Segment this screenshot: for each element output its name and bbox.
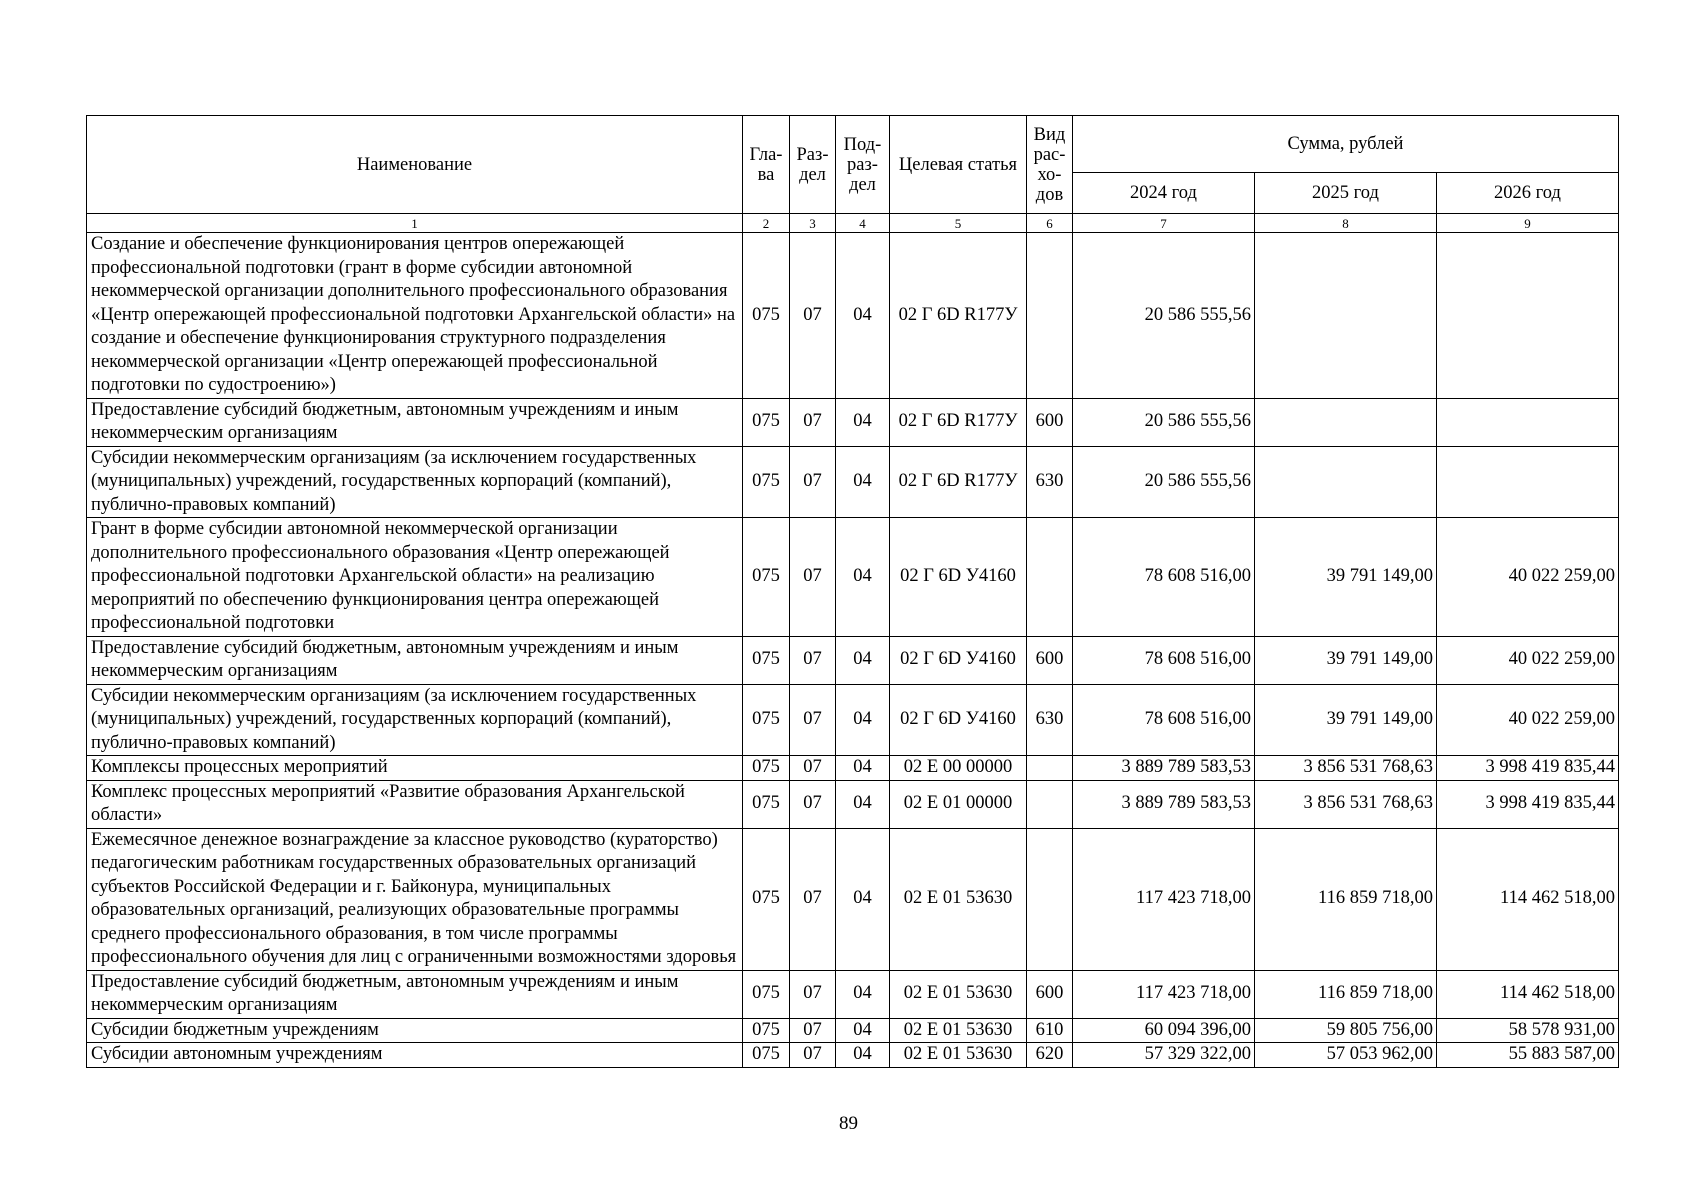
row-sum-2026: 40 022 259,00 — [1437, 636, 1619, 684]
row-sum-2024: 78 608 516,00 — [1073, 684, 1255, 756]
row-target-article: 02 Е 01 00000 — [890, 780, 1027, 828]
row-section: 07 — [790, 398, 836, 446]
row-sum-2026 — [1437, 398, 1619, 446]
row-sum-2025 — [1255, 398, 1437, 446]
header-expense-type: Вид рас-хо-дов — [1027, 116, 1073, 214]
table-row — [87, 780, 1619, 828]
row-sum-2025: 3 856 531 768,63 — [1255, 780, 1437, 828]
row-subsection: 04 — [836, 780, 890, 828]
row-chapter: 075 — [743, 1018, 790, 1043]
row-sum-2025 — [1255, 233, 1437, 399]
row-sum-2024: 117 423 718,00 — [1073, 970, 1255, 1018]
row-subsection: 04 — [836, 756, 890, 781]
table-header — [87, 116, 1619, 233]
row-section: 07 — [790, 1043, 836, 1068]
row-target-article: 02 Е 01 53630 — [890, 1043, 1027, 1068]
table-row — [87, 398, 1619, 446]
row-target-article: 02 Е 00 00000 — [890, 756, 1027, 781]
column-number: 3 — [790, 214, 836, 233]
column-number-row — [87, 214, 1619, 233]
table-row — [87, 970, 1619, 1018]
row-subsection: 04 — [836, 828, 890, 970]
row-name: Предоставление субсидий бюджетным, автономным учреждениям и иным некоммерческим организациям — [87, 398, 743, 446]
row-subsection: 04 — [836, 518, 890, 637]
row-sum-2024: 3 889 789 583,53 — [1073, 780, 1255, 828]
row-section: 07 — [790, 684, 836, 756]
header-subsection: Под-раз-дел — [836, 116, 890, 214]
header-section: Раз-дел — [790, 116, 836, 214]
row-section: 07 — [790, 780, 836, 828]
row-sum-2024: 57 329 322,00 — [1073, 1043, 1255, 1068]
page-number: 89 — [839, 1113, 858, 1134]
row-expense-type: 610 — [1027, 1018, 1073, 1043]
row-expense-type: 620 — [1027, 1043, 1073, 1068]
row-sum-2025: 39 791 149,00 — [1255, 518, 1437, 637]
column-number: 9 — [1437, 214, 1619, 233]
row-section: 07 — [790, 1018, 836, 1043]
row-name: Создание и обеспечение функционирования центров опережающей профессиональной подготовки (грант в форме субсидии автономной некоммерческой организации дополнительного профессионального образования «Центр опережающей профессиональной подготовки Архангельской области» на создание и обеспечение функционирования структурного подразделения некоммерческой организации «Центр опережающей профессиональной подготовки по судостроению») — [87, 233, 743, 399]
row-name: Комплекс процессных мероприятий «Развитие образования Архангельской области» — [87, 780, 743, 828]
table-row — [87, 756, 1619, 781]
row-expense-type: 630 — [1027, 446, 1073, 518]
header-sum: Сумма, рублей — [1073, 116, 1619, 173]
row-expense-type — [1027, 233, 1073, 399]
row-target-article: 02 Г 6D R177У — [890, 446, 1027, 518]
row-name: Грант в форме субсидии автономной некоммерческой организации дополнительного профессионального образования «Центр опережающей профессиональной подготовки Архангельской области» на реализацию мероприятий по обеспечению функционирования центра опережающей профессиональной подготовки — [87, 518, 743, 637]
column-number: 1 — [87, 214, 743, 233]
row-target-article: 02 Г 6D У4160 — [890, 684, 1027, 756]
column-number: 5 — [890, 214, 1027, 233]
row-name: Субсидии некоммерческим организациям (за исключением государственных (муниципальных) учреждений, государственных корпораций (компаний), публично-правовых компаний) — [87, 446, 743, 518]
row-name: Субсидии автономным учреждениям — [87, 1043, 743, 1068]
header-year-2024: 2024 год — [1073, 173, 1255, 214]
row-chapter: 075 — [743, 446, 790, 518]
header-target-article: Целевая статья — [890, 116, 1027, 214]
row-subsection: 04 — [836, 1043, 890, 1068]
row-target-article: 02 Е 01 53630 — [890, 970, 1027, 1018]
row-sum-2025: 39 791 149,00 — [1255, 684, 1437, 756]
table-row — [87, 1043, 1619, 1068]
row-section: 07 — [790, 518, 836, 637]
row-sum-2024: 78 608 516,00 — [1073, 636, 1255, 684]
header-year-2026: 2026 год — [1437, 173, 1619, 214]
row-sum-2026: 55 883 587,00 — [1437, 1043, 1619, 1068]
column-number: 7 — [1073, 214, 1255, 233]
row-target-article: 02 Г 6D R177У — [890, 233, 1027, 399]
row-chapter: 075 — [743, 780, 790, 828]
row-name: Предоставление субсидий бюджетным, автономным учреждениям и иным некоммерческим организациям — [87, 636, 743, 684]
row-subsection: 04 — [836, 446, 890, 518]
row-chapter: 075 — [743, 1043, 790, 1068]
table-row — [87, 828, 1619, 970]
row-sum-2024: 60 094 396,00 — [1073, 1018, 1255, 1043]
row-sum-2025: 116 859 718,00 — [1255, 828, 1437, 970]
row-target-article: 02 Г 6D У4160 — [890, 636, 1027, 684]
row-sum-2026: 3 998 419 835,44 — [1437, 756, 1619, 781]
row-sum-2024: 20 586 555,56 — [1073, 398, 1255, 446]
row-expense-type: 630 — [1027, 684, 1073, 756]
table-body — [87, 233, 1619, 1068]
row-chapter: 075 — [743, 970, 790, 1018]
row-sum-2024: 20 586 555,56 — [1073, 446, 1255, 518]
column-number: 2 — [743, 214, 790, 233]
row-subsection: 04 — [836, 398, 890, 446]
row-name: Комплексы процессных мероприятий — [87, 756, 743, 781]
row-sum-2025: 39 791 149,00 — [1255, 636, 1437, 684]
row-chapter: 075 — [743, 636, 790, 684]
row-section: 07 — [790, 828, 836, 970]
row-name: Субсидии некоммерческим организациям (за исключением государственных (муниципальных) учреждений, государственных корпораций (компаний), публично-правовых компаний) — [87, 684, 743, 756]
row-expense-type: 600 — [1027, 398, 1073, 446]
header-chapter: Гла-ва — [743, 116, 790, 214]
row-sum-2024: 3 889 789 583,53 — [1073, 756, 1255, 781]
row-target-article: 02 Е 01 53630 — [890, 1018, 1027, 1043]
row-sum-2024: 78 608 516,00 — [1073, 518, 1255, 637]
table-row — [87, 233, 1619, 399]
row-subsection: 04 — [836, 233, 890, 399]
row-sum-2026 — [1437, 446, 1619, 518]
row-name: Ежемесячное денежное вознаграждение за классное руководство (кураторство) педагогическим работникам государственных образовательных организаций субъектов Российской Федерации и г. Байконура, муниципальных образовательных организаций, реализующих образовательные программы среднего профессионального образования, в том числе программы профессионального обучения для лиц с ограниченными возможностями здоровья — [87, 828, 743, 970]
row-chapter: 075 — [743, 518, 790, 637]
row-sum-2026: 114 462 518,00 — [1437, 970, 1619, 1018]
row-expense-type — [1027, 828, 1073, 970]
row-sum-2026: 114 462 518,00 — [1437, 828, 1619, 970]
column-number: 6 — [1027, 214, 1073, 233]
row-name: Предоставление субсидий бюджетным, автономным учреждениям и иным некоммерческим организациям — [87, 970, 743, 1018]
row-expense-type — [1027, 756, 1073, 781]
row-section: 07 — [790, 756, 836, 781]
row-section: 07 — [790, 446, 836, 518]
row-subsection: 04 — [836, 1018, 890, 1043]
row-expense-type: 600 — [1027, 970, 1073, 1018]
row-sum-2025 — [1255, 446, 1437, 518]
row-sum-2025: 59 805 756,00 — [1255, 1018, 1437, 1043]
row-chapter: 075 — [743, 684, 790, 756]
header-name: Наименование — [87, 116, 743, 214]
row-target-article: 02 Г 6D У4160 — [890, 518, 1027, 637]
row-chapter: 075 — [743, 233, 790, 399]
row-sum-2026: 58 578 931,00 — [1437, 1018, 1619, 1043]
row-target-article: 02 Г 6D R177У — [890, 398, 1027, 446]
budget-table-wrapper — [86, 115, 1619, 1068]
row-sum-2024: 20 586 555,56 — [1073, 233, 1255, 399]
column-number: 4 — [836, 214, 890, 233]
row-name: Субсидии бюджетным учреждениям — [87, 1018, 743, 1043]
table-row — [87, 636, 1619, 684]
table-row — [87, 518, 1619, 637]
budget-table — [86, 115, 1619, 1068]
column-number: 8 — [1255, 214, 1437, 233]
row-sum-2026: 40 022 259,00 — [1437, 684, 1619, 756]
row-section: 07 — [790, 970, 836, 1018]
row-chapter: 075 — [743, 398, 790, 446]
row-chapter: 075 — [743, 756, 790, 781]
row-subsection: 04 — [836, 970, 890, 1018]
row-chapter: 075 — [743, 828, 790, 970]
row-section: 07 — [790, 636, 836, 684]
table-row — [87, 1018, 1619, 1043]
row-sum-2026 — [1437, 233, 1619, 399]
row-expense-type — [1027, 780, 1073, 828]
row-section: 07 — [790, 233, 836, 399]
row-expense-type: 600 — [1027, 636, 1073, 684]
row-subsection: 04 — [836, 684, 890, 756]
row-target-article: 02 Е 01 53630 — [890, 828, 1027, 970]
header-year-2025: 2025 год — [1255, 173, 1437, 214]
row-sum-2025: 116 859 718,00 — [1255, 970, 1437, 1018]
row-sum-2025: 57 053 962,00 — [1255, 1043, 1437, 1068]
row-sum-2025: 3 856 531 768,63 — [1255, 756, 1437, 781]
row-expense-type — [1027, 518, 1073, 637]
table-row — [87, 684, 1619, 756]
row-sum-2024: 117 423 718,00 — [1073, 828, 1255, 970]
row-subsection: 04 — [836, 636, 890, 684]
table-row — [87, 446, 1619, 518]
row-sum-2026: 3 998 419 835,44 — [1437, 780, 1619, 828]
row-sum-2026: 40 022 259,00 — [1437, 518, 1619, 637]
